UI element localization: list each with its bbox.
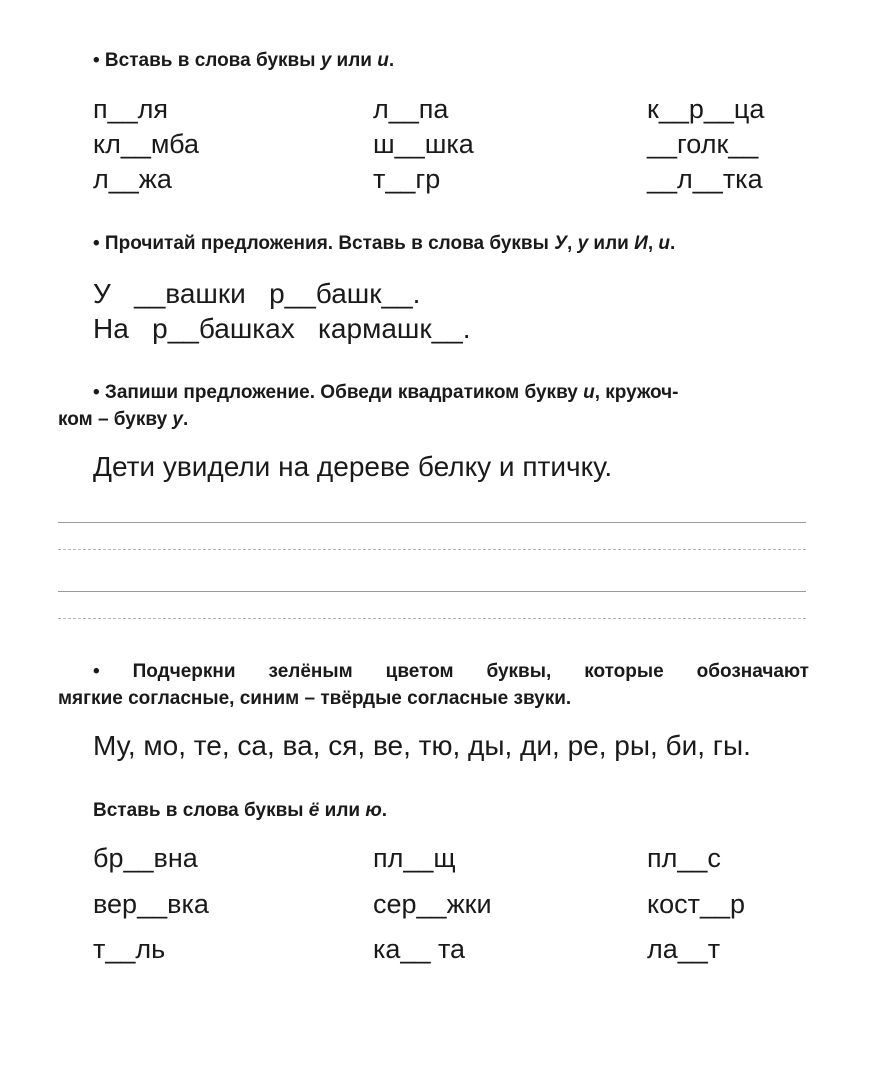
writing-line xyxy=(58,522,806,523)
exercise-word: вер__вка xyxy=(93,889,209,919)
exercise-word: пл__с xyxy=(647,843,721,873)
exercise-word: кл__мба xyxy=(93,129,200,159)
exercise-word: п__ля xyxy=(93,94,169,124)
syllables-line: Му, мо, те, са, ва, ся, ве, тю, ды, ди, ре, ры, би, гы. xyxy=(93,730,751,761)
exercise-word: л__па xyxy=(373,94,449,124)
exercise-word: ла__т xyxy=(647,934,721,964)
writing-line xyxy=(58,591,806,592)
instruction-underline-consonants-cont: мягкие согласные, синим – твёрдые согласные звуки. xyxy=(58,688,572,709)
writing-line-guide xyxy=(58,618,806,619)
instruction-underline-consonants: • Подчеркни зелёным цветом буквы, которые обозначают xyxy=(93,661,809,682)
exercise-word: кост__р xyxy=(647,889,746,919)
exercise-word: бр__вна xyxy=(93,843,198,873)
instruction-read-sentences: • Прочитай предложения. Вставь в слова буквы У, у или И, и. xyxy=(93,233,676,254)
instruction-insert-u-i: • Вставь в слова буквы у или и. xyxy=(93,50,395,71)
exercise-word: ш__шка xyxy=(373,129,474,159)
exercise-word: к__р__ца xyxy=(647,94,765,124)
exercise-word: ка__ та xyxy=(373,934,466,964)
exercise-word: пл__щ xyxy=(373,843,456,873)
exercise-word: л__жа xyxy=(93,164,172,194)
exercise-word: __л__тка xyxy=(647,164,763,194)
fill-sentence: На р__башках кармашк__. xyxy=(93,313,471,344)
instruction-write-sentence-cont: ком – букву у. xyxy=(58,409,189,430)
copy-sentence: Дети увидели на дереве белку и птичку. xyxy=(93,451,613,482)
exercise-word: __голк__ xyxy=(647,129,759,159)
writing-line-guide xyxy=(58,549,806,550)
fill-sentence: У __вашки р__башк__. xyxy=(93,278,421,309)
exercise-word: сер__жки xyxy=(373,889,492,919)
exercise-word: т__ль xyxy=(93,934,166,964)
instruction-write-sentence: • Запиши предложение. Обведи квадратиком букву и, кружоч- xyxy=(93,382,679,403)
exercise-word: т__гр xyxy=(373,164,441,194)
instruction-insert-yo-yu: Вставь в слова буквы ё или ю. xyxy=(93,800,388,821)
